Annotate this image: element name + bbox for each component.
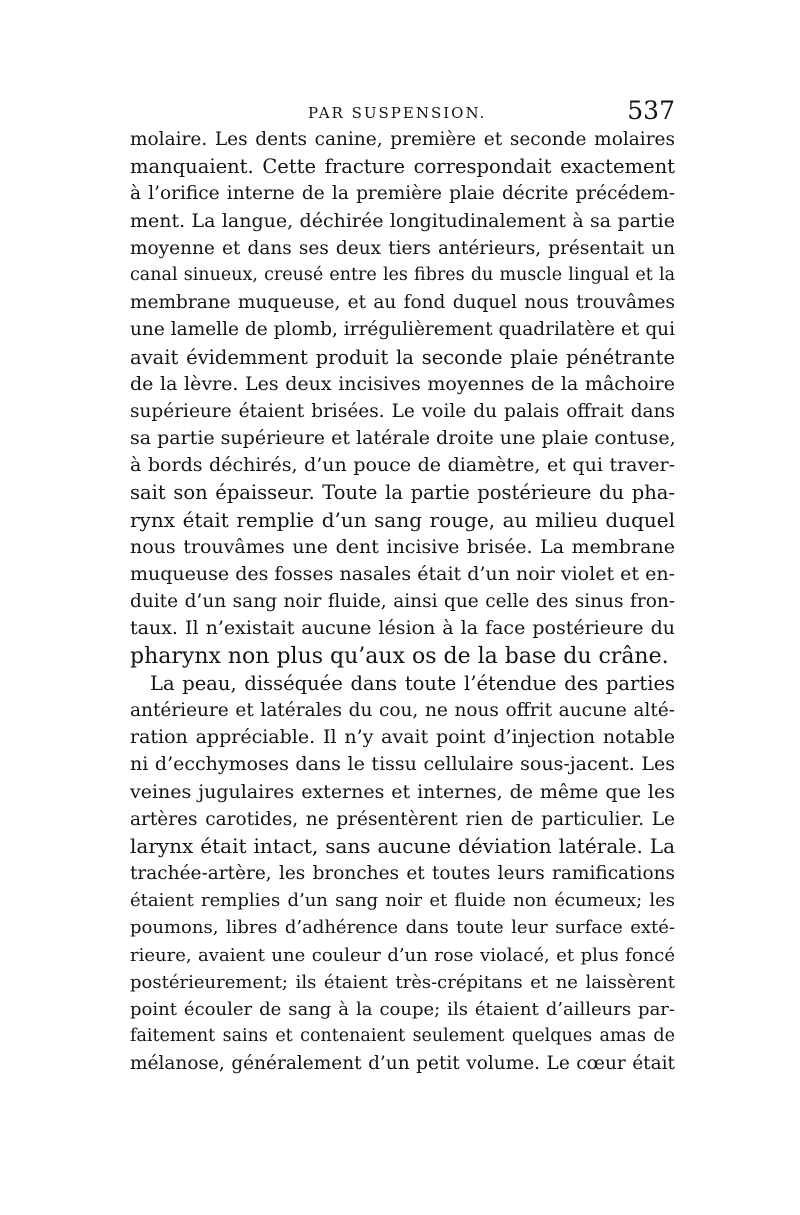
page-number: 537 (627, 96, 675, 125)
text-line: une lamelle de plomb, irrégulièrement quadrilatère et qui (130, 319, 675, 341)
text-line: rieure, avaient une couleur d’un rose violacé, et plus foncé (130, 944, 675, 966)
text-line: faitement sains et contenaient seulement quelques amas de (130, 1026, 675, 1047)
text-line: étaient remplies d’un sang noir et fluide non écumeux; les (130, 890, 675, 912)
text-line: trachée-artère, les bronches et toutes leurs ramifications (130, 863, 675, 885)
text-line: moyenne et dans ses deux tiers antérieurs, présentait un (130, 237, 675, 259)
text-line: ration appréciable. Il n’y avait point d’injection notable (130, 726, 675, 749)
text-line: postérieurement; ils étaient très-crépitans et ne laissèrent (130, 971, 675, 993)
text-line: à bords déchirés, d’un pouce de diamètre, et qui traver- (130, 454, 675, 477)
text-line: point écouler de sang à la coupe; ils étaient d’ailleurs par- (130, 999, 675, 1020)
text-line: muqueuse des fosses nasales était d’un noir violet et en- (130, 563, 675, 585)
text-line: veines jugulaires externes et internes, de même que les (130, 780, 675, 803)
text-line: membrane muqueuse, et au fond duquel nous trouvâmes (130, 292, 675, 314)
paragraph-end-line: pharynx non plus qu’aux os de la base du crâne. (130, 643, 669, 669)
text-line: ni d’ecchymoses dans le tissu cellulaire sous-jacent. Les (130, 753, 675, 776)
text-line: manquaient. Cette fracture correspondait exactement (130, 155, 675, 179)
text-line: à l’orifice interne de la première plaie décrite précédem- (130, 183, 675, 205)
text-line: canal sinueux, creusé entre les fibres du muscle lingual et la (130, 264, 675, 285)
paragraph-first-line: La peau, disséquée dans toute l’étendue des parties (150, 671, 675, 695)
text-line: de la lèvre. Les deux incisives moyennes de la mâchoire (130, 372, 675, 395)
text-line: ment. La langue, déchirée longitudinalement à sa partie (130, 209, 675, 232)
text-line: molaire. Les dents canine, première et seconde molaires (130, 129, 675, 150)
text-line: taux. Il n’existait aucune lésion à la face postérieure du (130, 617, 675, 640)
text-line: artères carotides, ne présentèrent rien de particulier. Le (130, 808, 675, 830)
text-line: avait évidemment produit la seconde plaie pénétrante (130, 345, 675, 369)
text-line: antérieure et latérales du cou, ne nous offrit aucune alté- (130, 699, 675, 721)
text-line: larynx était intact, sans aucune déviation latérale. La (130, 833, 675, 858)
text-line: mélanose, généralement d’un petit volume. Le cœur était (130, 1053, 675, 1075)
body-text (130, 126, 675, 1078)
text-line: rynx était remplie d’un sang rouge, au milieu duquel (130, 507, 675, 532)
text-line: sait son épaisseur. Toute la partie postérieure du pha- (130, 481, 675, 505)
text-line: poumons, libres d’adhérence dans toute leur surface exté- (130, 917, 675, 939)
running-title: PAR SUSPENSION. (308, 104, 487, 122)
text-line: nous trouvâmes une dent incisive brisée. La membrane (130, 535, 675, 558)
text-line: supérieure étaient brisées. Le voile du palais offrait dans (130, 400, 675, 422)
text-line: duite d’un sang noir fluide, ainsi que celle des sinus fron- (130, 591, 675, 613)
text-line: sa partie supérieure et latérale droite une plaie contuse, (130, 427, 676, 450)
